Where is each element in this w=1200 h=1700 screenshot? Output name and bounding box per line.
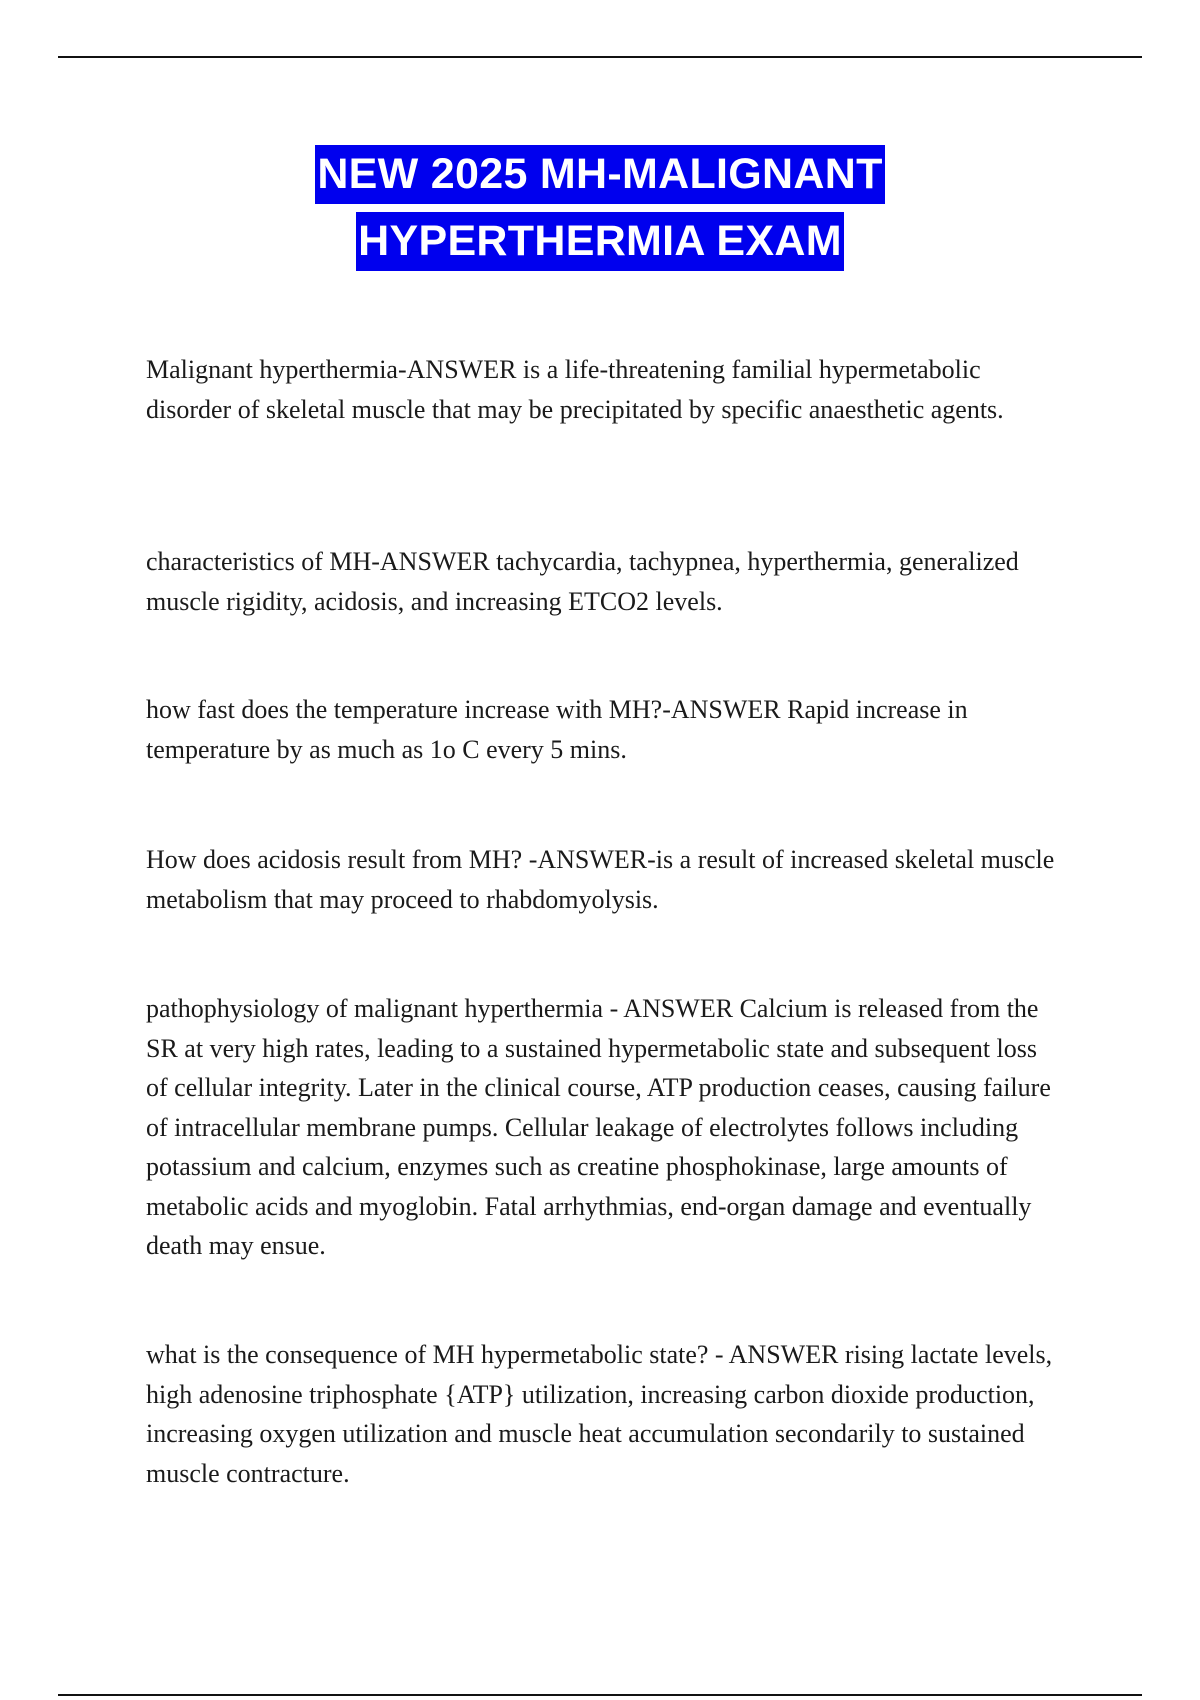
qa-item-temperature-increase: how fast does the temperature increase with MH?-ANSWER Rapid increase in temperature by as much as 1o C every 5 mins.: [146, 695, 968, 764]
title-line-2: HYPERTHERMIA EXAM: [356, 212, 844, 271]
qa-item-malignant-hyperthermia: Malignant hyperthermia-ANSWER is a life-threatening familial hypermetabolic disorder of skeletal muscle that may be precipitated by specific anaesthetic agents.: [146, 355, 1004, 424]
qa-item-pathophysiology: pathophysiology of malignant hyperthermia - ANSWER Calcium is released from the SR at very high rates, leading to a sustained hypermetabolic state and subsequent loss of cellular integrity. Later in the clinical course, ATP production ceases, causing failure of intracellular membrane pumps. Cellular leakage of electrolytes follows including potassium and calcium, enzymes such as creatine phosphokinase, large amounts of metabolic acids and myoglobin. Fatal arrhythmias, end-organ damage and eventually death may ensue.: [146, 994, 1051, 1260]
qa-item-consequence: what is the consequence of MH hypermetabolic state? - ANSWER rising lactate levels, high adenosine triphosphate {ATP} utilization, increasing carbon dioxide production, increasing oxygen utilization and muscle heat accumulation secondarily to sustained muscle contracture.: [146, 1340, 1053, 1488]
document-title: [0, 145, 1200, 279]
qa-item-acidosis: How does acidosis result from MH? -ANSWER-is a result of increased skeletal muscle metabolism that may proceed to rhabdomyolysis.: [146, 845, 1055, 914]
page-bottom-rule: [58, 1694, 1142, 1696]
title-line-1: NEW 2025 MH-MALIGNANT: [315, 145, 884, 204]
page-top-rule: [58, 56, 1142, 58]
qa-item-characteristics: characteristics of MH-ANSWER tachycardia, tachypnea, hyperthermia, generalized muscle rigidity, acidosis, and increasing ETCO2 levels.: [146, 547, 1019, 616]
